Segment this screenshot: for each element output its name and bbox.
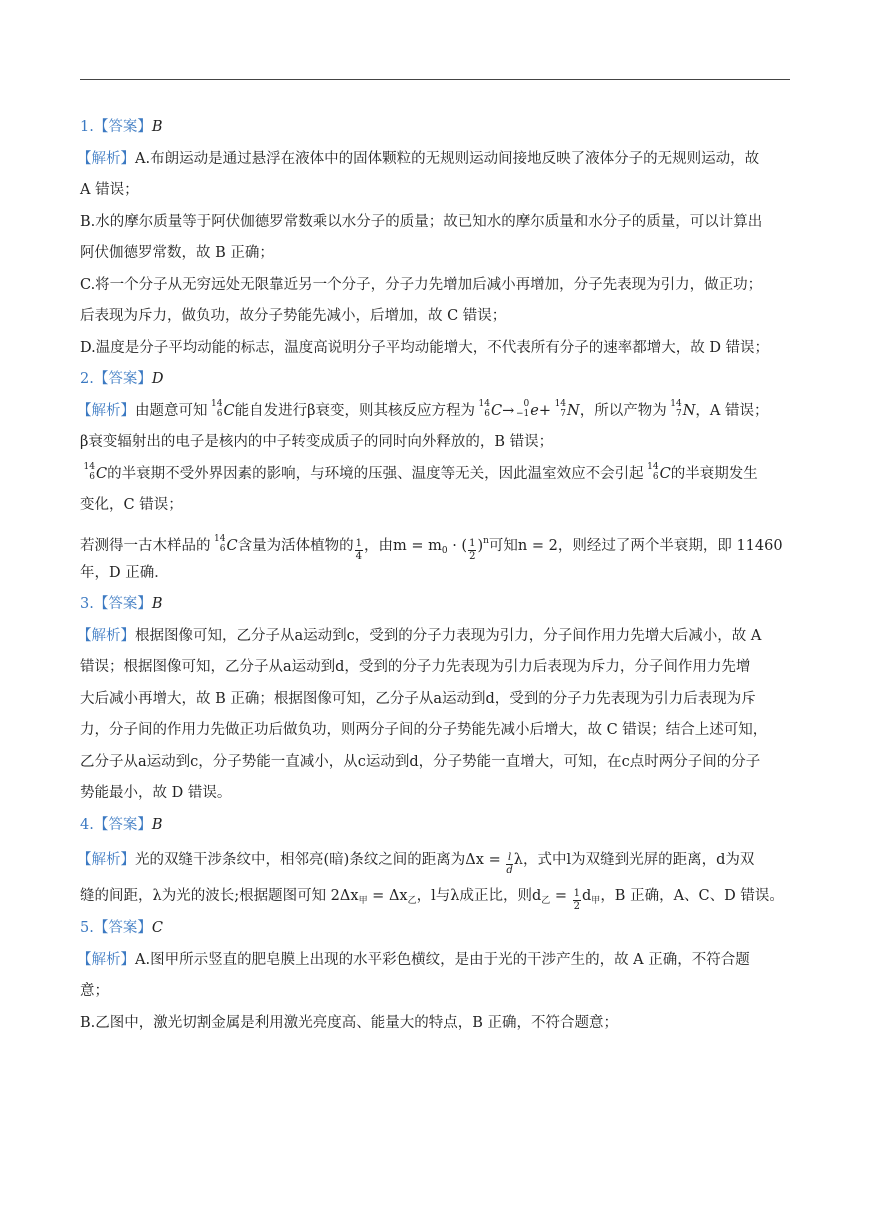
atomic-number: 7 [560,408,567,419]
q3-text: 根据图像可知，乙分子从a运动到c，受到的分子力表现为引力，分子间作用力先增大后减小，故 A [135,627,762,644]
q5-answer: C [151,920,163,936]
q1-text-3a: C.将一个分子从无穷远处无限靠近另一个分子，分子力先增加后减小再增加，分子先表现为引力，做正功； [80,276,763,293]
q2-line-3 [80,459,792,491]
q3-line-5: 乙分子从a运动到c，分子势能一直减小，从c运动到d，分子势能一直增大，可知，在c点时两分子间的分子 [80,753,761,770]
c14-isotope [475,399,490,419]
q4-explain-label: 【解析】 [77,852,135,868]
element-symbol: C [96,465,108,482]
q4-line-2 [80,877,792,913]
c14-isotope [208,399,223,419]
numerator: 1 [469,537,476,549]
denominator: 2 [469,550,476,562]
c14-isotope [80,462,95,482]
atomic-number: 6 [484,408,490,419]
numerator: l [507,852,512,863]
q3-explain-label: 【解析】 [77,627,135,644]
q4-number: 4. [80,816,94,833]
atomic-number: 6 [89,471,95,482]
q4-answer-label: 【答案】 [93,816,152,833]
q3-line-4: 力，分子间的作用力先做正功后做负功，则两分子间的分子势能先减小后增大，故 C 错误；结合上述可知， [80,722,768,738]
q1-text-3b: 后表现为斥力，做负功，故分子势能先减小，后增加，故 C 错误； [80,308,507,324]
q3-line-1 [77,621,792,653]
q1-answer: B [151,119,163,135]
q2-answer: D [151,371,164,387]
q4-text: 光的双缝干涉条纹中，相邻亮(暗)条纹之间的距离为Δx = [135,852,506,868]
q2-line-4b: 年，D 正确． [80,564,169,581]
mass-number: 14 [478,398,490,409]
q2-line-2: β衰变辐射出的电子是核内的中子转变成质子的同时向外释放的，B 错误； [80,434,554,450]
q4-answer: B [151,816,163,833]
fraction-one-quarter [355,538,363,563]
q3-answer-label: 【答案】 [93,596,152,612]
q2-text: 的半衰期不受外界因素的影响，与环境的压强、温度等无关，因此温室效应不会引起 [107,465,644,482]
q5-explain-label: 【解析】 [77,951,135,968]
denominator: d [506,865,513,876]
q1-explain-line [77,144,792,176]
q4-text: = [550,888,572,904]
q4-text: ，l与λ成正比，则d [416,888,542,904]
atomic-number: −1 [515,408,530,419]
q2-text: ，由m = m [363,537,442,554]
n14-isotope [551,399,566,419]
q2-text: 若测得一古木样品的 [80,537,211,554]
q2-line-4 [80,522,792,562]
q4-text: 缝的间距，λ为光的波长;根据题图可知 2Δx [80,888,359,904]
answer-content [77,112,792,1039]
element-symbol: C [659,465,671,482]
q1-answer-line [80,112,792,144]
q3-line-2: 错误；根据图像可知，乙分子从a运动到d，受到的分子力先表现为引力后表现为斥力，分子间作用力先增 [80,659,751,675]
q2-answer-line [80,364,792,396]
subscript: 甲 [358,896,368,906]
q5-line-2: B.乙图中，激光切割金属是利用激光亮度高、能量大的特点，B 正确，不符合题意； [80,1014,619,1031]
element-symbol: C [223,402,235,419]
q5-text: A.图甲所示竖直的肥皂膜上出现的水平彩色横纹，是由于光的干涉产生的，故 A 正确，不符合题 [135,951,750,968]
q3-line-3: 大后减小再增大，故 B 正确；根据图像可知，乙分子从a运动到d，受到的分子力先表现为引力后表现为斥 [80,690,756,707]
q1-number: 1. [80,119,94,135]
q2-text: 由题意可知 [135,402,208,419]
element-symbol: N [567,402,580,419]
q1-text-2a: B.水的摩尔质量等于阿伏伽德罗常数乘以水分子的质量；故已知水的摩尔质量和水分子的质量，可以计算出 [80,213,763,230]
c14-isotope [211,534,226,554]
subscript: 乙 [541,896,551,906]
q1-text-4: D.温度是分子平均动能的标志，温度高说明分子平均动能增大，不代表所有分子的速率都增大，故 D 错误； [80,339,770,356]
q2-text: 能自发进行β衰变，则其核反应方程为 [234,402,475,419]
c14-isotope [644,462,659,482]
q3-answer: B [151,596,163,612]
mass-number: 0 [523,398,530,409]
q3-number: 3. [80,596,94,612]
q3-line-6: 势能最小，故 D 错误。 [80,785,232,801]
mass-number: 14 [83,461,95,472]
q1-text-1b: A 错误； [80,182,139,198]
numerator: 1 [573,888,580,899]
q2-text: ) [477,537,484,554]
q3-answer-line [80,589,792,621]
fraction-l-over-d [506,852,512,877]
superscript: n [483,535,489,546]
element-symbol: C [491,402,503,419]
q1-explain-label: 【解析】 [77,150,135,167]
q2-number: 2. [80,371,94,387]
denominator: 2 [573,901,580,912]
mass-number: 14 [647,461,659,472]
q2-answer-label: 【答案】 [93,371,152,387]
header-rule [80,79,790,80]
denominator: 4 [355,550,362,562]
fraction-one-half [468,538,476,563]
q2-text: ，所以产物为 [579,402,667,419]
q5-answer-label: 【答案】 [93,920,152,936]
mass-number: 14 [670,398,682,409]
q2-line-1 [77,396,792,428]
n14-isotope [667,399,682,419]
q2-line-3b: 变化，C 错误； [80,497,183,513]
q4-text: d [582,888,592,904]
plus-sign: + [538,402,552,419]
q2-text: 可知n = 2，则经过了两个半衰期，即 11460 [488,537,783,554]
q4-line-1 [77,841,792,877]
atomic-number: 7 [675,408,682,419]
subscript: 乙 [407,896,417,906]
q4-text: = Δx [367,888,408,904]
q1-text-2b: 阿伏伽德罗常数，故 B 正确； [80,245,274,261]
element-symbol: N [682,402,696,419]
q2-explain-label: 【解析】 [77,402,135,419]
q2-text: ，A 错误； [695,402,769,419]
mass-number: 14 [214,533,226,544]
element-symbol: e [530,402,539,419]
q5-number: 5. [80,920,94,936]
q4-answer-line [80,810,792,842]
q2-text: 含量为活体植物的 [237,537,354,554]
q5-line-1 [77,945,792,977]
q5-line-1b: 意； [80,983,109,999]
mass-number: 14 [554,398,567,409]
atomic-number: 6 [216,408,223,419]
q2-text: · ( [447,537,468,554]
atomic-number: 6 [219,543,226,554]
subscript: 甲 [591,896,601,906]
q4-text: ，B 正确，A、C、D 错误。 [600,888,784,904]
q1-text-1a: A.布朗运动是通过悬浮在液体中的固体颗粒的无规则运动间接地反映了液体分子的无规则运动，故 [135,150,760,167]
q1-answer-label: 【答案】 [93,119,152,135]
mass-number: 14 [211,398,223,409]
q2-text: 的半衰期发生 [670,465,758,482]
atomic-number: 6 [652,471,659,482]
q4-text: λ，式中l为双缝到光屏的距离，d为双 [513,852,755,868]
q5-answer-line [80,913,792,945]
electron-notation [514,399,529,419]
subscript: 0 [441,545,448,556]
reaction-arrow: → [502,402,515,419]
fraction-one-half [573,888,581,913]
numerator: 1 [355,537,362,549]
element-symbol: C [226,537,238,554]
